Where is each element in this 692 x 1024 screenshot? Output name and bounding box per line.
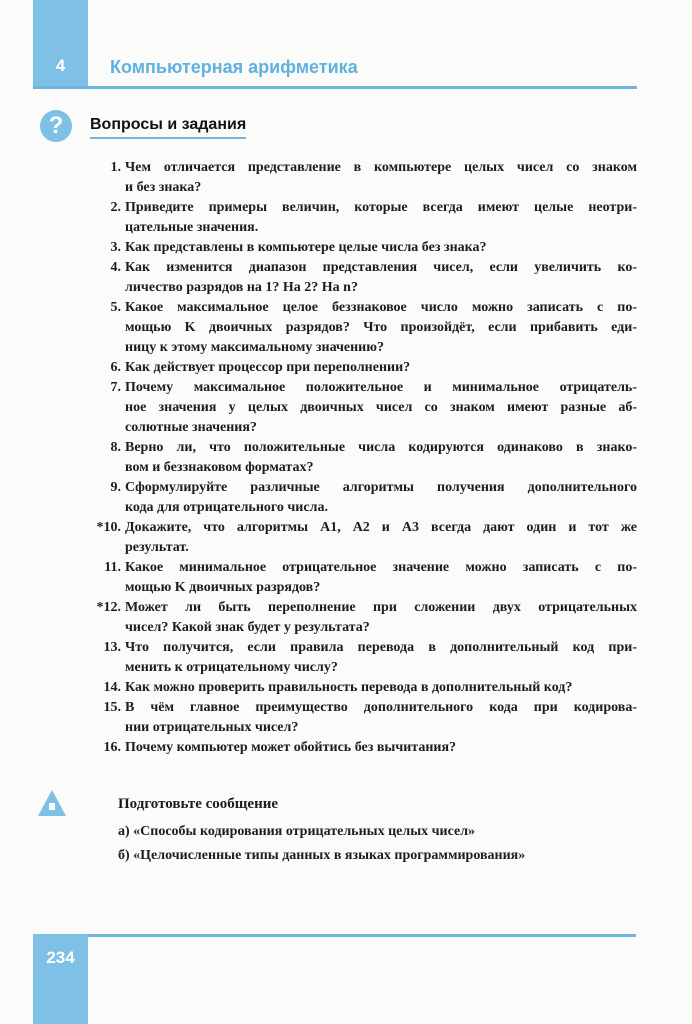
question-number: *12. [96,600,121,615]
question-text [125,358,637,378]
question-number: *10. [96,520,121,535]
question-text [125,518,637,558]
question-text [125,738,637,758]
question-text [125,238,637,258]
question-number: 13. [103,640,121,655]
question-item [95,438,637,478]
section-title: Вопросы и задания [90,116,246,139]
question-line: Докажите, что алгоритмы А1, А2 и А3 всегда дают один и тот же [125,520,637,535]
question-item [95,358,637,378]
question-item [95,638,637,678]
question-line: личество разрядов на 1? На 2? На n? [125,280,358,295]
question-line: Как представлены в компьютере целые числа без знака? [125,240,487,255]
question-line: вом и беззнаковом форматах? [125,460,314,475]
chapter-title: Компьютерная арифметика [110,57,358,77]
question-text [125,678,637,698]
question-item [95,378,637,438]
question-line: результат. [125,540,189,555]
question-line: чисел? Какой знак будет у результата? [125,620,370,635]
question-item [95,598,637,638]
question-text [125,598,637,638]
question-line: Почему компьютер может обойтись без вычитания? [125,740,457,755]
header-rule [33,86,637,89]
question-line: Верно ли, что положительные числа кодируются одинаково в знако- [125,440,637,455]
question-line: Что получится, если правила перевода в дополнительный код при- [125,640,637,655]
message-item: б) «Целочисленные типы данных в языках программирования» [118,848,526,863]
question-line: кода для отрицательного числа. [125,500,328,515]
question-number: 4. [110,260,121,275]
question-line: Какое минимальное отрицательное значение можно записать с по- [125,560,637,575]
question-text [125,438,637,478]
question-text [125,378,637,438]
question-item [95,198,637,238]
question-text [125,198,637,238]
question-line: ное значения у целых двоичных чисел со знаком имеют разные аб- [125,400,637,415]
question-item [95,478,637,518]
question-line: мощью K двоичных разрядов? Что произойдёт, если прибавить еди- [125,320,637,335]
question-icon: ? [40,110,72,142]
chapter-number: 4 [55,56,66,75]
question-line: Как можно проверить правильность перевода в дополнительный код? [125,680,573,695]
question-line: Чем отличается представление в компьютере целых чисел со знаком [125,160,637,175]
question-number: 2. [110,200,121,215]
question-line: Может ли быть переполнение при сложении двух отрицательных [125,600,637,615]
page-number: 234 [46,948,75,967]
question-number: 8. [110,440,121,455]
question-text [125,158,637,198]
footer-rule [88,934,636,937]
question-number: 3. [110,240,121,255]
question-line: Сформулируйте различные алгоритмы получения дополнительного [125,480,637,495]
question-number: 7. [110,380,121,395]
question-text [125,258,637,298]
question-text [125,638,637,678]
question-line: В чём главное преимущество дополнительного кода при кодирова- [125,700,637,715]
question-line: и без знака? [125,180,202,195]
question-item [95,518,637,558]
question-item [95,738,637,758]
question-text [125,298,637,358]
question-text [125,478,637,518]
question-text [125,558,637,598]
question-line: Приведите примеры величин, которые всегда имеют целые неотри- [125,200,637,215]
question-number: 1. [110,160,121,175]
question-line: ницу к этому максимальному значению? [125,340,384,355]
question-item [95,298,637,358]
question-item [95,558,637,598]
question-line: Как изменится диапазон представления чисел, если увеличить ко- [125,260,637,275]
question-item [95,698,637,738]
question-line: Какое максимальное целое беззнаковое число можно записать с по- [125,300,637,315]
question-number: 5. [110,300,121,315]
question-item [95,258,637,298]
question-line: мощью K двоичных разрядов? [125,580,321,595]
message-item: а) «Способы кодирования отрицательных целых чисел» [118,824,476,839]
question-line: менить к отрицательному числу? [125,660,338,675]
question-number: 16. [103,740,121,755]
question-line: Как действует процессор при переполнении? [125,360,411,375]
question-item [95,678,637,698]
home-icon [38,790,66,816]
message-title: Подготовьте сообщение [118,796,279,812]
question-text [125,698,637,738]
question-item [95,158,637,198]
questions-list [95,158,637,758]
question-line: солютные значения? [125,420,257,435]
question-number: 11. [104,560,121,575]
question-item [95,238,637,258]
question-line: Почему максимальное положительное и минимальное отрицатель- [125,380,637,395]
question-number: 14. [103,680,121,695]
question-line: цательные значения. [125,220,259,235]
question-number: 6. [110,360,121,375]
question-number: 9. [110,480,121,495]
question-number: 15. [103,700,121,715]
question-line: нии отрицательных чисел? [125,720,299,735]
